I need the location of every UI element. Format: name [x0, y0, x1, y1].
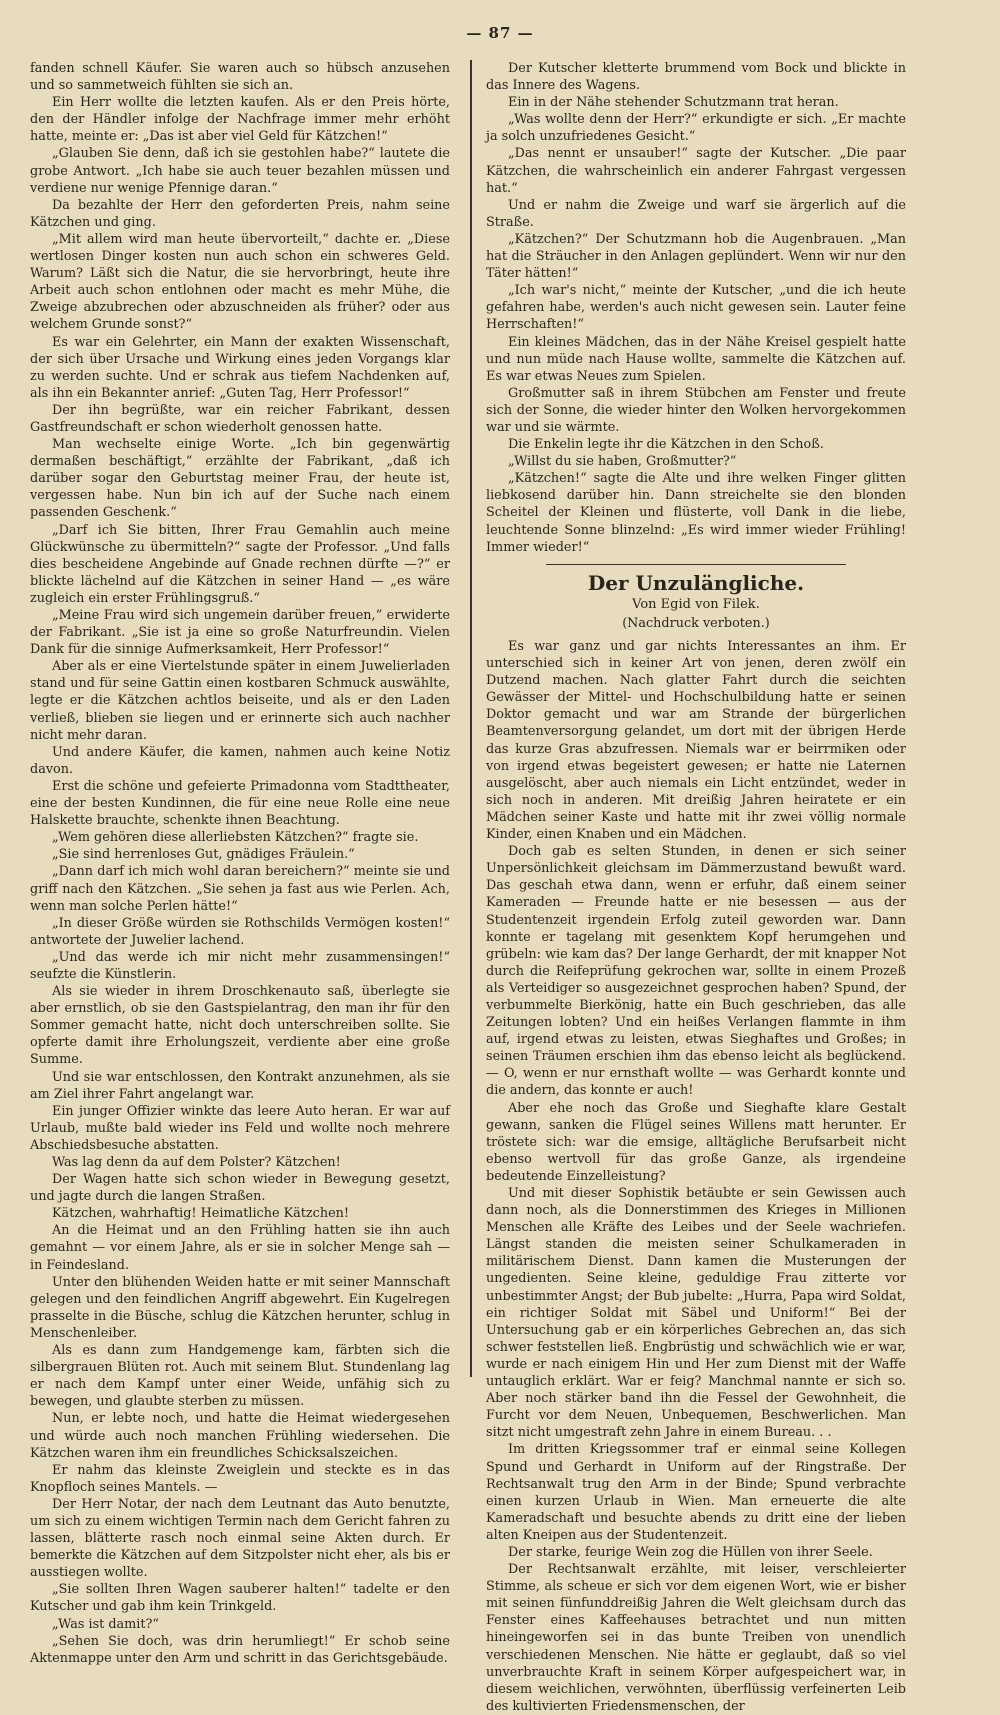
paragraph: „In dieser Größe würden sie Rothschilds Vermögen kosten!“ antwortete der Juwelier lachend. [30, 915, 450, 948]
paragraph: An die Heimat und an den Frühling hatten sie ihn auch gemahnt — vor einem Jahre, als er sie in solcher Menge sah — in Feindesland. [30, 1223, 450, 1273]
paragraph: „Und das werde ich mir nicht mehr zusammensingen!“ seufzte die Künstlerin. [30, 949, 450, 982]
paragraph: „Was wollte denn der Herr?“ erkundigte er sich. „Er machte ja solch unzufriedenes Gesicht.“ [486, 112, 906, 145]
paragraph: „Meine Frau wird sich ungemein darüber freuen,“ erwiderte der Fabrikant. „Sie ist ja eine so große Naturfreundin. Vielen Dank für die sinnige Aufmerksamkeit, Herr Professor!“ [30, 608, 450, 658]
paragraph: „Darf ich Sie bitten, Ihrer Frau Gemahlin auch meine Glückwünsche zu übermitteln?“ sagte der Professor. „Und falls dies bescheidene Angebinde auf Gnade rechnen dürfte —?“ er blickte lächelnd auf die Kätzchen in seiner Hand — „es wäre zugleich ein erster Frühlingsgruß.“ [30, 522, 450, 606]
column-divider [470, 60, 472, 1377]
paragraph: „Mit allem wird man heute übervorteilt,“ dachte er. „Diese wertlosen Dinger kosten nun auch schon ein schweres Geld. Warum? Läßt sich die Natur, die sie hervorbringt, heute ihre Arbeit auch schon entlohnen oder macht es mehr Mühe, die Zweige abzubrechen oder abzuschneiden als früher? oder aus welchem Grunde sonst?“ [30, 231, 450, 333]
paragraph: Großmutter saß in ihrem Stübchen am Fenster und freute sich der Sonne, die wieder hinter den Wolken hervorgekommen war und sie wärmte. [486, 385, 906, 435]
paragraph: „Ich war's nicht,“ meinte der Kutscher, „und die ich heute gefahren habe, werden's auch nicht gewesen sein. Lauter feine Herrschaften!“ [486, 283, 906, 333]
paragraph: Die Enkelin legte ihr die Kätzchen in den Schoß. [508, 437, 824, 453]
paragraph: Unter den blühenden Weiden hatte er mit seiner Mannschaft gelegen und den feindlichen Angriff abgewehrt. Ein Kugelregen prasselte in die Büsche, schlug die Kätzchen herunter, schlug in Menschenleiber. [30, 1274, 450, 1341]
paragraph: Er nahm das kleinste Zweiglein und steckte es in das Knopfloch seines Mantels. — [30, 1462, 450, 1495]
paragraph: Aber als er eine Viertelstunde später in einem Juwelierladen stand und für seine Gattin einen kostbaren Schmuck auswählte, legte er die Kätzchen achtlos beiseite, und als er den Laden verließ, blieben sie liegen und er erinnerte sich auch nachher nicht mehr daran. [30, 659, 450, 743]
paragraph: Und andere Käufer, die kamen, nahmen auch keine Notiz davon. [30, 744, 450, 777]
paragraph: Und mit dieser Sophistik betäubte er sein Gewissen auch dann noch, als die Donnerstimmen des Krieges in Millionen Menschen alle Kräfte des Leibes und der Seele wachriefen. Längst standen die meisten seiner Schulkameraden in militärischem Dienst. Dann kamen die Musterungen der ungedienten. Seine kleine, geduldige Frau zitterte vor unbestimmter Angst; der Bub jubelte: „Hurra, Papa wird Soldat, ein richtiger Soldat mit Säbel und Uniform!“ Bei der Untersuchung gab er ein körperliches Gebrechen an, das sich schwer feststellen ließ. Engbrüstig und schwächlich wie er war, wurde er nach einigem Hin und Her zum Dienst mit der Waffe untauglich erklärt. War er feig? Manchmal nannte er sich so. Aber noch stärker band ihn die Fessel der Gewohnheit, die Furcht vor dem Neuen, Unbequemen, Beschwerlichen. Man sitzt nicht umgestraft zehn Jahre in einem Bureau. . . [486, 1186, 906, 1441]
paragraph: Der starke, feurige Wein zog die Hüllen von ihrer Seele. [508, 1544, 873, 1560]
paragraph: „Sie sind herrenloses Gut, gnädiges Fräulein.“ [52, 847, 355, 863]
paragraph: Man wechselte einige Worte. „Ich bin gegenwärtig dermaßen beschäftigt,“ erzählte der Fabrikant, „daß ich darüber sogar den Geburtstag meiner Frau, der heute ist, vergessen habe. Nun bin ich auf der Suche nach einem passenden Geschenk.“ [30, 437, 450, 521]
paragraph: Ein in der Nähe stehender Schutzmann trat heran. [508, 95, 839, 111]
story-continuation [486, 60, 906, 556]
paragraph: Es war ganz und gar nichts Interessantes an ihm. Er unterschied sich in keiner Art von jenen, deren zwölf ein Dutzend machen. Nach glatter Fahrt durch die seichten Gewässer der Mittel- und Hochschulbildung hatte er seinen Doktor gemacht und war am Strande der bürgerlichen Beamtenversorgung gelandet, um dort mit der übrigen Herde das kurze Gras abzufressen. Niemals war er beirrmiken oder von irgend etwas begeistert gewesen; er hatte nie Laternen ausgelöscht, aber auch niemals ein Licht entzündet, weder in sich noch in anderen. Mit dreißig Jahren heiratete er ein Mädchen seiner Kaste und hatte mit ihr zwei völlig normale Kinder, einen Knaben und ein Mädchen. [486, 639, 906, 843]
page-number: — 87 — [466, 24, 534, 42]
paragraph: fanden schnell Käufer. Sie waren auch so hübsch anzusehen und so sammetweich fühlten sie sich an. [30, 61, 450, 94]
paragraph: Der Wagen hatte sich schon wieder in Bewegung gesetzt, und jagte durch die langen Straßen. [30, 1172, 450, 1205]
paragraph: Der Herr Notar, der nach dem Leutnant das Auto benutzte, um sich zu einem wichtigen Termin nach dem Gericht fahren zu lassen, blätterte rasch noch einmal seine Akten durch. Er bemerkte die Kätzchen auf dem Sitzpolster nicht eher, als bis er ausstiegen wollte. [30, 1496, 450, 1581]
article-byline: Von Egid von Filek. [632, 596, 760, 612]
paragraph: „Willst du sie haben, Großmutter?“ [508, 454, 737, 470]
paragraph: „Sie sollten Ihren Wagen sauberer halten!“ tadelte er den Kutscher und gab ihm kein Trinkgeld. [30, 1582, 450, 1615]
paragraph: Es war ein Gelehrter, ein Mann der exakten Wissenschaft, der sich über Ursache und Wirkung eines jeden Vorgangs klar zu werden suchte. Und er schrak aus tiefem Nachdenken auf, als ihn ein Bekannter anrief: „Guten Tag, Herr Professor!“ [30, 334, 450, 401]
paragraph: „Sehen Sie doch, was drin herumliegt!“ Er schob seine Aktenmappe unter den Arm und schritt in das Gerichtsgebäude. [30, 1633, 450, 1666]
paragraph: Und sie war entschlossen, den Kontrakt anzunehmen, als sie am Ziel ihrer Fahrt angelangt war. [30, 1069, 450, 1102]
paragraph: Ein Herr wollte die letzten kaufen. Als er den Preis hörte, den der Händler infolge der Nachfrage immer mehr erhöht hatte, meinte er: „Das ist aber viel Geld für Kätzchen!“ [30, 95, 450, 145]
paragraph: Kätzchen, wahrhaftig! Heimatliche Kätzchen! [52, 1206, 350, 1222]
article-title: Der Unzulängliche. [587, 570, 805, 595]
paragraph: Was lag denn da auf dem Polster? Kätzchen! [52, 1155, 341, 1170]
paragraph: Als sie wieder in ihrem Droschkenauto saß, überlegte sie aber ernstlich, ob sie den Gastspielantrag, den man ihr für den Sommer gemacht hatte, nicht doch unterschreiben sollte. Sie opferte damit ihre Erholungszeit, verdiente aber eine große Summe. [30, 984, 450, 1068]
reprint-notice: (Nachdruck verboten.) [622, 615, 770, 631]
paragraph: Und er nahm die Zweige und warf sie ärgerlich auf die Straße. [486, 197, 906, 230]
paragraph: Der Kutscher kletterte brummend vom Bock und blickte in das Innere des Wagens. [486, 61, 906, 94]
paragraph: „Was ist damit?“ [52, 1616, 159, 1632]
paragraph: Doch gab es selten Stunden, in denen er sich seiner Unpersönlichkeit gleichsam im Dämmerzustand bewußt ward. Das geschah etwa dann, wenn er erfuhr, daß einem seiner Kameraden — Freunde hatte er nie besessen — aus der Studentenzeit irgendein Erfolg zuteil geworden war. Dann konnte er tagelang mit gesenktem Kopf herumgehen und grübeln: wie kam das? Der lange Gerhardt, der mit knapper Not durch die Reifeprüfung gekrochen war, sollte in einem Prozeß als Verteidiger so ausgezeichnet gesprochen haben? Spund, der verbummelte Bierkönig, hatte ein Buch geschrieben, das alle Zeitungen lobten? Und ein heißes Verlangen flammte in ihm auf, irgend etwas zu leisten, etwas Sieghaftes und Großes; in seinen Träumen erschien ihm das ebenso leicht als beglückend. — O, wenn er nur ernsthaft wollte — was Gerhardt konnte und die andern, das konnte er auch! [486, 844, 906, 1099]
paragraph: Ein kleines Mädchen, das in der Nähe Kreisel gespielt hatte und nun müde nach Hause wollte, sammelte die Kätzchen auf. Es war etwas Neues zum Spielen. [486, 334, 906, 384]
right-column [486, 60, 906, 1714]
left-column [30, 60, 450, 1666]
paragraph: Als es dann zum Handgemenge kam, färbten sich die silbergrauen Blüten rot. Auch mit seinem Blut. Stundenlang lag er nach dem Kampf unter einer Weide, unfähig sich zu bewegen, und glaubte sterben zu müssen. [30, 1343, 450, 1410]
paragraph: Der Rechtsanwalt erzählte, mit leiser, verschleierter Stimme, als scheue er sich vor dem eigenen Wort, wie er bisher mit seinen fünfunddreißig Jahren die Welt gleichsam durch das Fenster eines Kaffeehauses betrachtet und nun mitten hineingeworfen sei in das bunte Treiben von unendlich verschiedenen Menschen. Nie hätte er geglaubt, daß so viel unverbrauchte Kraft in seinem Körper aufgespeichert war, in diesem weichlichen, verwöhnten, überflüssig verfeinerten Leib des kultivierten Friedensmenschen, der [486, 1562, 906, 1714]
paragraph: „Kätzchen!“ sagte die Alte und ihre welken Finger glitten liebkosend darüber hin. Dann streichelte sie den blonden Scheitel der Kleinen und flüsterte, voll Dank in die liebe, leuchtende Sonne blinzelnd: „Es wird immer wieder Frühling! Immer wieder!“ [486, 471, 906, 555]
paragraph: Da bezahlte der Herr den geforderten Preis, nahm seine Kätzchen und ging. [30, 197, 450, 230]
paragraph: Aber ehe noch das Große und Sieghafte klare Gestalt gewann, sanken die Flügel seines Willens matt herunter. Er tröstete sich: war die emsige, alltägliche Berufsarbeit nicht ebenso wertvoll für das große Ganze, als irgendeine bedeutende Einzelleistung? [486, 1100, 906, 1184]
article-body [486, 638, 906, 1715]
paragraph: Ein junger Offizier winkte das leere Auto heran. Er war auf Urlaub, mußte bald wieder ins Feld und wollte noch mehrere Abschiedsbesuche abstatten. [30, 1103, 450, 1153]
paragraph: Im dritten Kriegssommer traf er einmal seine Kollegen Spund und Gerhardt in Uniform auf der Ringstraße. Der Rechtsanwalt trug den Arm in der Binde; Spund verbrachte einen kurzen Urlaub in Wien. Man erneuerte die alte Kameradschaft und besuchte abends zu dritt eine der lieben alten Kneipen aus der Studentenzeit. [486, 1442, 906, 1543]
paragraph: „Wem gehören diese allerliebsten Kätzchen?“ fragte sie. [52, 830, 419, 846]
paragraph: Erst die schöne und gefeierte Primadonna vom Stadttheater, eine der besten Kundinnen, die für eine neue Rolle eine neue Halskette brauchte, schenkte ihnen Beachtung. [30, 778, 450, 829]
article-separator [546, 564, 846, 565]
paragraph: Nun, er lebte noch, und hatte die Heimat wiedergesehen und würde auch noch manchen Frühling wiedersehen. Die Kätzchen waren ihm ein freundliches Schicksalszeichen. [30, 1411, 450, 1461]
paragraph: Der ihn begrüßte, war ein reicher Fabrikant, dessen Gastfreundschaft er schon wiederholt genossen hatte. [30, 402, 450, 435]
paragraph: „Dann darf ich mich wohl daran bereichern?“ meinte sie und griff nach den Kätzchen. „Sie sehen ja fast aus wie Perlen. Ach, wenn man solche Perlen hätte!“ [30, 864, 450, 914]
paragraph: „Das nennt er unsauber!“ sagte der Kutscher. „Die paar Kätzchen, die wahrscheinlich ein anderer Fahrgast vergessen hat.“ [486, 146, 906, 196]
paragraph: „Glauben Sie denn, daß ich sie gestohlen habe?“ lautete die grobe Antwort. „Ich habe sie auch teuer bezahlen müssen und verdiene nur wenige Pfennige daran.“ [30, 146, 450, 196]
paragraph: „Kätzchen?“ Der Schutzmann hob die Augenbrauen. „Man hat die Sträucher in den Anlagen geplündert. Wenn wir nur den Täter hätten!“ [486, 231, 906, 282]
